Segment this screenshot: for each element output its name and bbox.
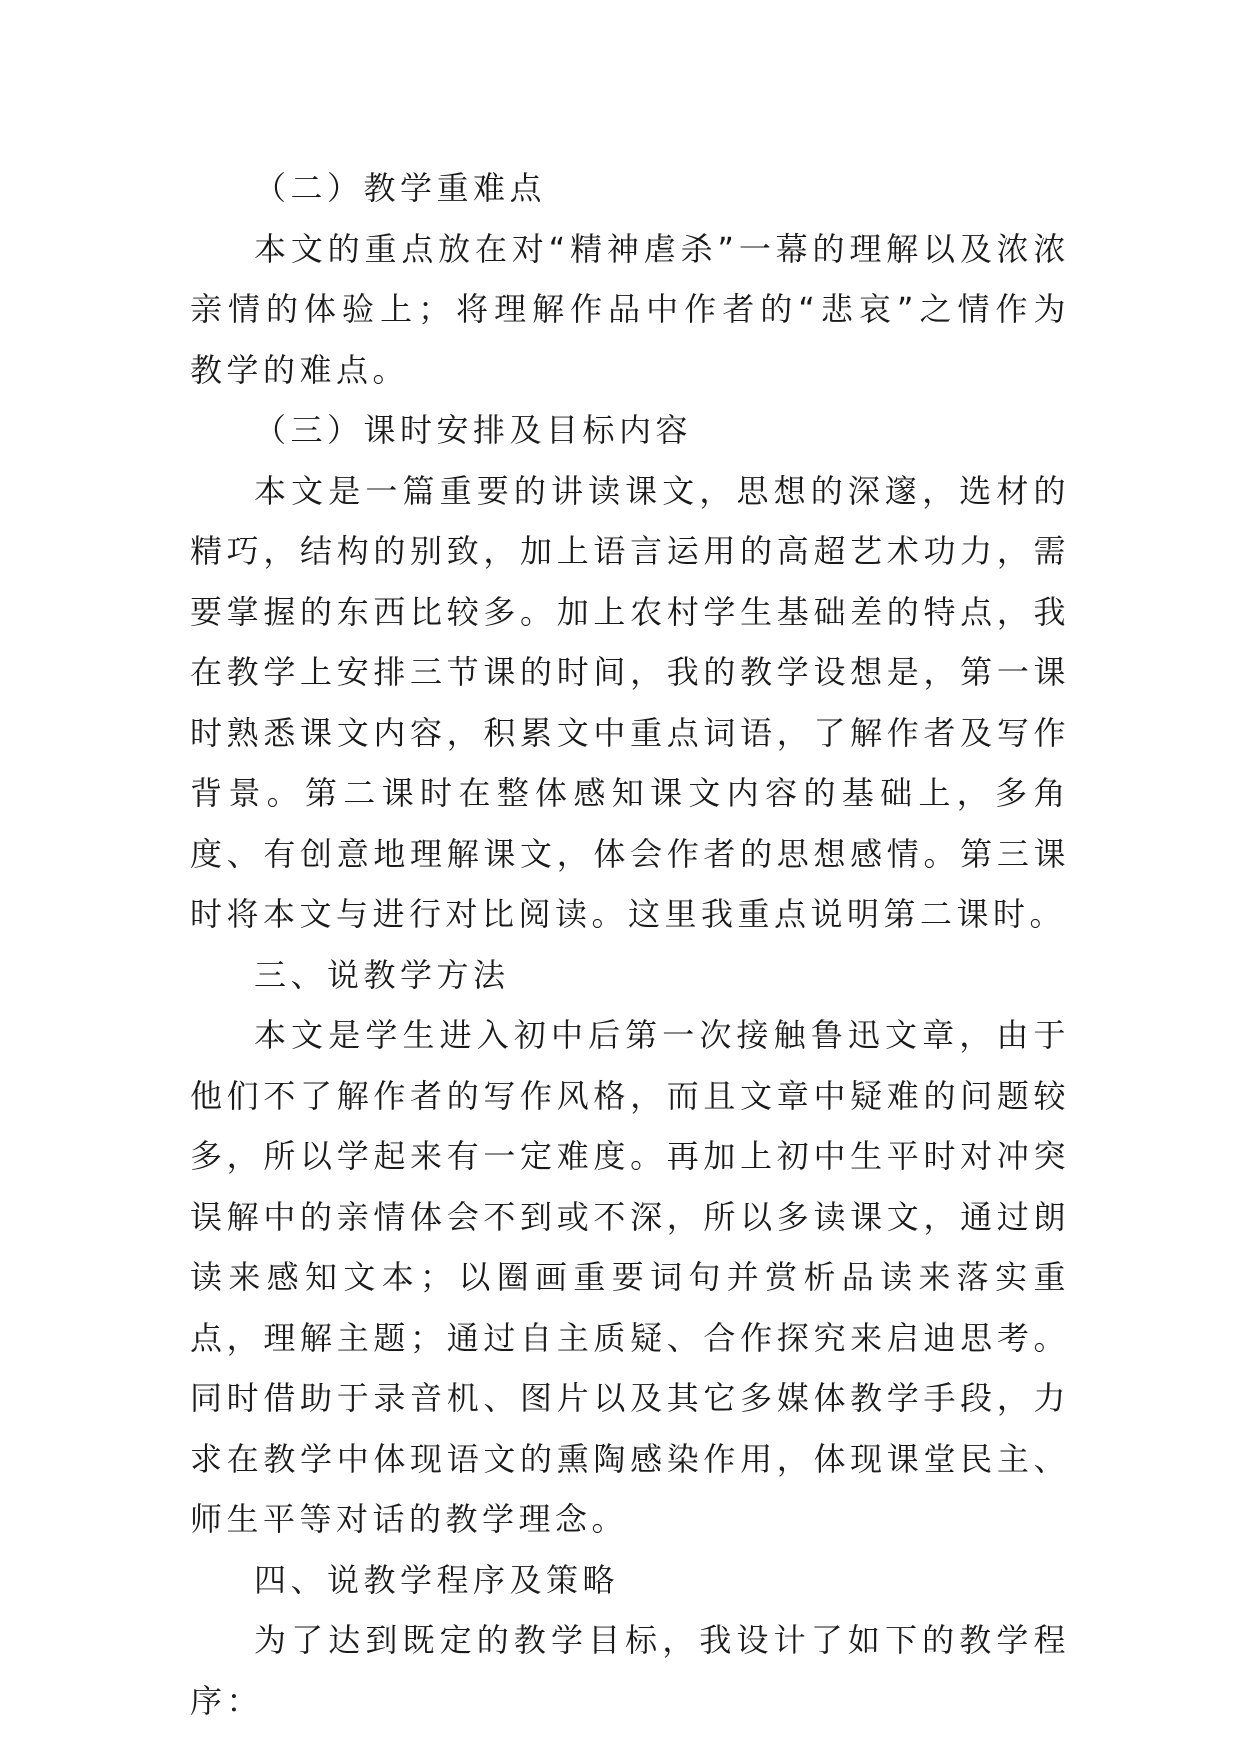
paragraph-lesson-schedule: 本文是一篇重要的讲读课文，思想的深邃，选材的精巧，结构的别致，加上语言运用的高超艺术功力，需要掌握的东西比较多。加上农村学生基础差的特点，我在教学上安排三节课的时间，我的教学设想是，第一课时熟悉课文内容，积累文中重点词语，了解作者及写作背景。第二课时在整体感知课文内容的基础上，多角度、有创意地理解课文，体会作者的思想感情。第三课时将本文与进行对比阅读。这里我重点说明第二课时。 [190,471,1070,933]
paragraph-teaching-procedure: 为了达到既定的教学目标，我设计了如下的教学程序： [190,1621,1070,1720]
document-body [190,158,1070,1731]
paragraph-key-points: 本文的重点放在对“精神虐杀”一幕的理解以及浓浓亲情的体验上；将理解作品中作者的“悲哀”之情作为教学的难点。 [190,229,1070,389]
section-heading-teaching-methods: 三、说教学方法 [254,955,510,994]
paragraph-teaching-methods: 本文是学生进入初中后第一次接触鲁迅文章，由于他们不了解作者的写作风格，而且文章中疑难的问题较多，所以学起来有一定难度。再加上初中生平时对冲突误解中的亲情体会不到或不深，所以多读课文，通过朗读来感知文本；以圈画重要词句并赏析品读来落实重点，理解主题；通过自主质疑、合作探究来启迪思考。同时借助于录音机、图片以及其它多媒体教学手段，力求在教学中体现语文的熏陶感染作用，体现课堂民主、师生平等对话的教学理念。 [190,1016,1070,1538]
section-heading-teaching-procedure: 四、说教学程序及策略 [254,1560,620,1599]
section-heading-teaching-difficulties: （二）教学重难点 [254,169,547,207]
section-heading-lesson-schedule: （三）课时安排及目标内容 [254,411,693,449]
